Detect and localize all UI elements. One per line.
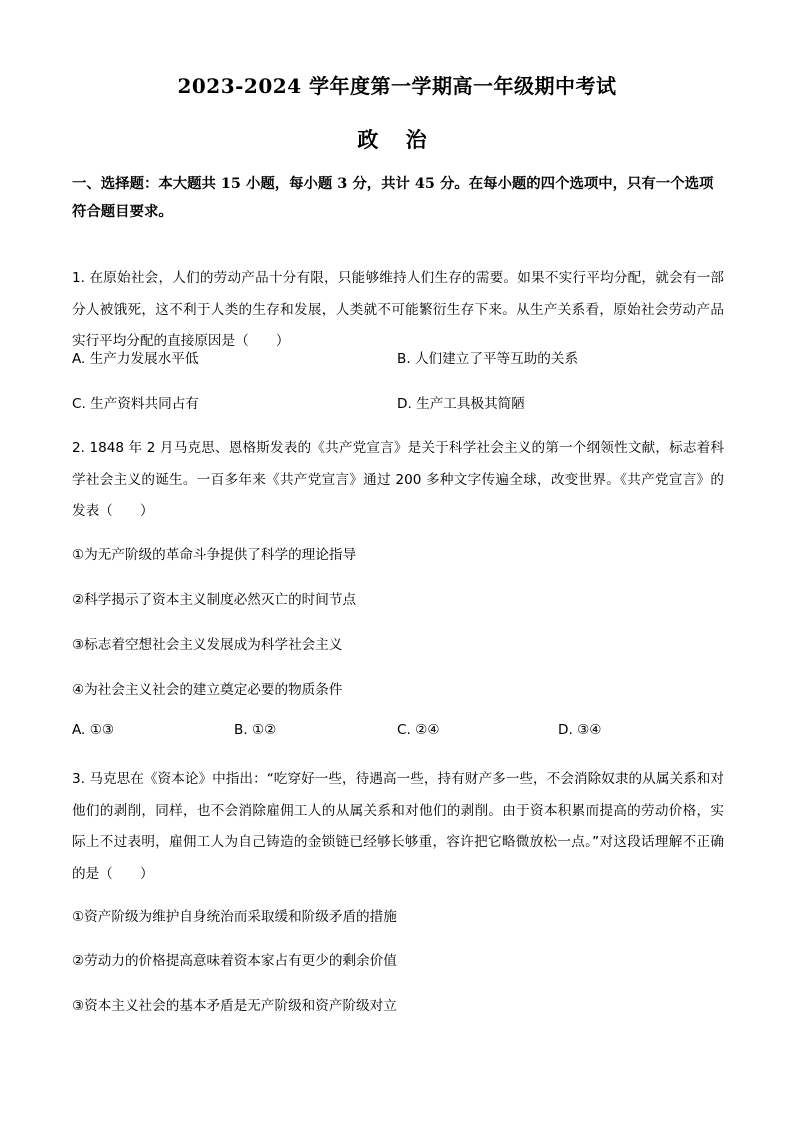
question-1-stem: 1. 在原始社会，人们的劳动产品十分有限，只能够维持人们生存的需要。如果不实行平均分配，就会有一部分人被饿死，这不利于人类的生存和发展，人类就不可能繁衍生存下来。从生产关系看，原始社会劳动产品实行平均分配的直接原因是（ ）	[72, 270, 724, 349]
question-2-stem: 2. 1848 年 2 月马克思、恩格斯发表的《共产党宣言》是关于科学社会主义的第一个纲领性文献，标志着科学社会主义的诞生。一百多年来《共产党宣言》通过 200 多种文字传遍全球，改变世界。《共产党宣言》的发表（ ）	[72, 440, 724, 519]
question-2-statement-4: ④为社会主义社会的建立奠定必要的物质条件	[72, 682, 343, 698]
question-2-statement-1: ①为无产阶级的革命斗争提供了科学的理论指导	[72, 547, 357, 563]
question-2-option-b: B. ①②	[234, 722, 277, 738]
question-3-statement-2: ②劳动力的价格提高意味着资本家占有更少的剩余价值	[72, 953, 397, 969]
question-2-option-d: D. ③④	[558, 722, 602, 738]
question-1-option-a: A. 生产力发展水平低	[72, 351, 199, 367]
question-1-option-b: B. 人们建立了平等互助的关系	[397, 351, 579, 367]
section-heading: 一、选择题：本大题共 15 小题，每小题 3 分，共计 45 分。在每小题的四个选项中，只有一个选项符合题目要求。	[72, 175, 714, 220]
question-1-option-c: C. 生产资料共同占有	[72, 396, 199, 412]
question-3-stem: 3. 马克思在《资本论》中指出：“吃穿好一些，待遇高一些，持有财产多一些，不会消除奴隶的从属关系和对他们的剥削，同样，也不会消除雇佣工人的从属关系和对他们的剥削。由于资本积累而提高的劳动价格，实际上不过表明，雇佣工人为自己铸造的金锁链已经够长够重，容许把它略微放松一点。”对这段话理解不正确的是（ ）	[72, 771, 724, 882]
subject-title: 政 治	[357, 127, 437, 152]
question-3-statement-1: ①资产阶级为维护自身统治而采取缓和阶级矛盾的措施	[72, 909, 397, 925]
question-1-option-d: D. 生产工具极其简陋	[397, 396, 525, 412]
question-2-option-c: C. ②④	[397, 722, 440, 738]
question-2-option-a: A. ①③	[72, 722, 115, 738]
exam-title: 2023-2024 学年度第一学期高一年级期中考试	[177, 74, 617, 98]
question-3-statement-3: ③资本主义社会的基本矛盾是无产阶级和资产阶级对立	[72, 998, 397, 1014]
question-2-statement-3: ③标志着空想社会主义发展成为科学社会主义	[72, 637, 343, 653]
question-2-statement-2: ②科学揭示了资本主义制度必然灭亡的时间节点	[72, 592, 357, 608]
